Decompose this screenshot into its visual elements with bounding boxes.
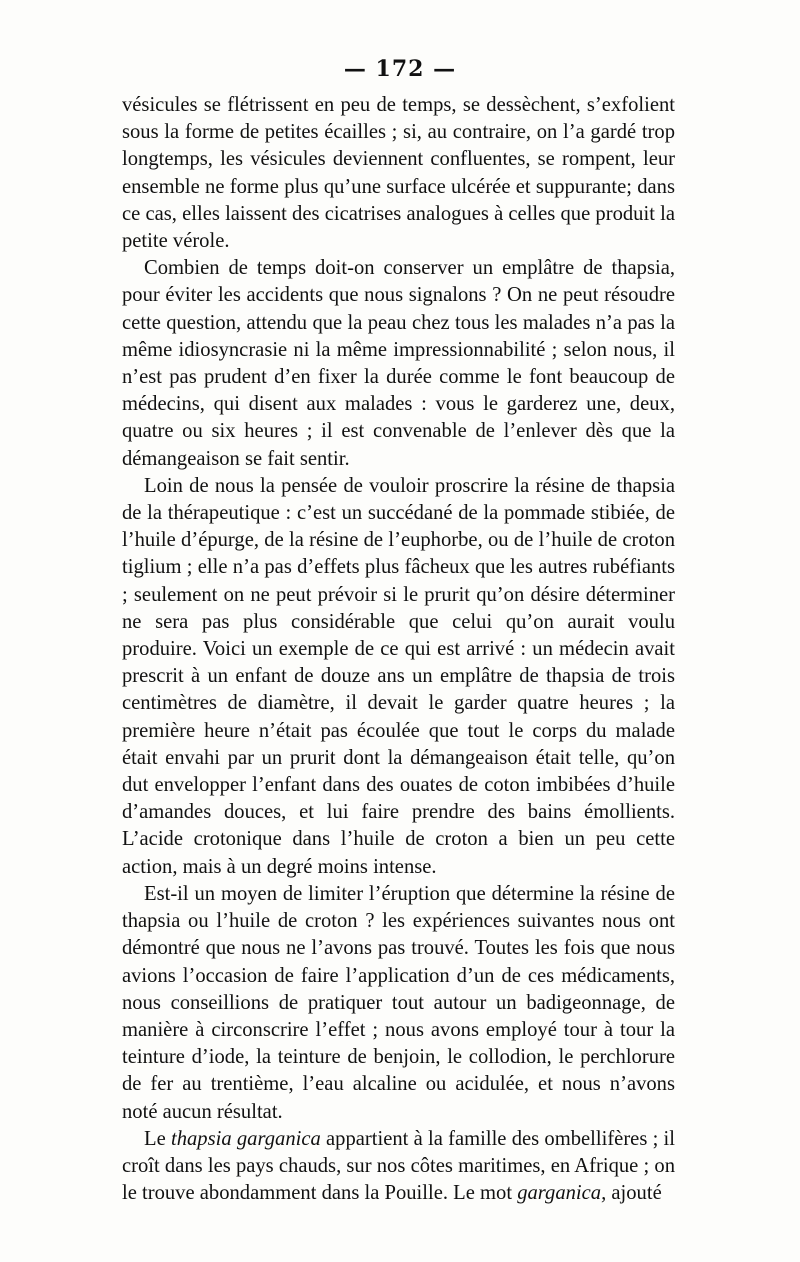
paragraph-1: vésicules se flétrissent en peu de temps, se dessèchent, s’exfolient sous la forme de petites écailles ; si, au contraire, on l’a gardé trop longtemps, les vésicules deviennent confluentes, se rompent, leur ensemble ne forme plus qu’une surface ulcérée et suppurante; dans ce cas, elles laissent des cicatrises analogues à celles que produit la petite vérole. [122, 94, 675, 253]
paragraph-4: Est-il un moyen de limiter l’éruption que détermine la résine de thapsia ou l’huile de croton ? les expériences suivantes nous ont démontré que nous ne l’avons pas trouvé. Toutes les fois que nous avions l’occasion de faire l’application d’un de ces médicaments, nous conseillions de pratiquer tout autour un badigeonnage, de manière à circonscrire l’effet ; nous avons employé tour à tour la teinture d’iode, la teinture de benjoin, le collodion, le perchlorure de fer au trentième, l’eau alcaline ou acidulée, et nous n’avons noté aucun résultat. [122, 882, 675, 1123]
paragraph-5-segment: Le [144, 1127, 171, 1150]
body-text [122, 92, 675, 1207]
paragraph-3: Loin de nous la pensée de vouloir proscrire la résine de thapsia de la thérapeutique : c’est un succédané de la pommade stibiée, de l’huile d’épurge, de la résine de l’euphorbe, ou de l’huile de croton tiglium ; elle n’a pas d’effets plus fâcheux que les autres rubéfiants ; seulement on ne peut prévoir si le prurit qu’on désire déterminer ne sera pas plus considérable que celui qu’on aurait voulu produire. Voici un exemple de ce qui est arrivé : un médecin avait prescrit à un enfant de douze ans un emplâtre de thapsia de trois centimètres de diamètre, il devait le garder quatre heures ; la première heure n’était pas écoulée que tout le corps du malade était envahi par un prurit dont la démangeaison était telle, qu’on dut envelopper l’enfant dans des ouates de coton imbibées d’huile d’amandes douces, et lui faire prendre des bains émollients. L’acide crotonique dans l’huile de croton a bien un peu cette action, mais à un degré moins intense. [122, 474, 675, 878]
paragraph-5-segment: ajouté [606, 1182, 662, 1205]
word-garganica-italic: garganica, [517, 1182, 607, 1205]
page-number: — 172 — [343, 56, 457, 82]
paragraph-5 [122, 1126, 675, 1208]
paragraph-5-segment: appartient à la famille des ombellifères ; il croît dans les pays chauds, sur nos côtes maritimes, en Afrique ; on le trouve abondamment dans la Pouille. Le mot [122, 1127, 675, 1205]
paragraph-2: Combien de temps doit-on conserver un emplâtre de thapsia, pour éviter les accidents que nous signalons ? On ne peut résoudre cette question, attendu que la peau chez tous les malades n’a pas la même idiosyncrasie ni la même impressionnabilité ; selon nous, il n’est pas prudent d’en fixer la durée comme le font beaucoup de médecins, qui disent aux malades : vous le garderez une, deux, quatre ou six heures ; il est convenable de l’enlever dès que la démangeaison se fait sentir. [122, 257, 675, 470]
species-name-italic: thapsia garganica [170, 1127, 321, 1150]
